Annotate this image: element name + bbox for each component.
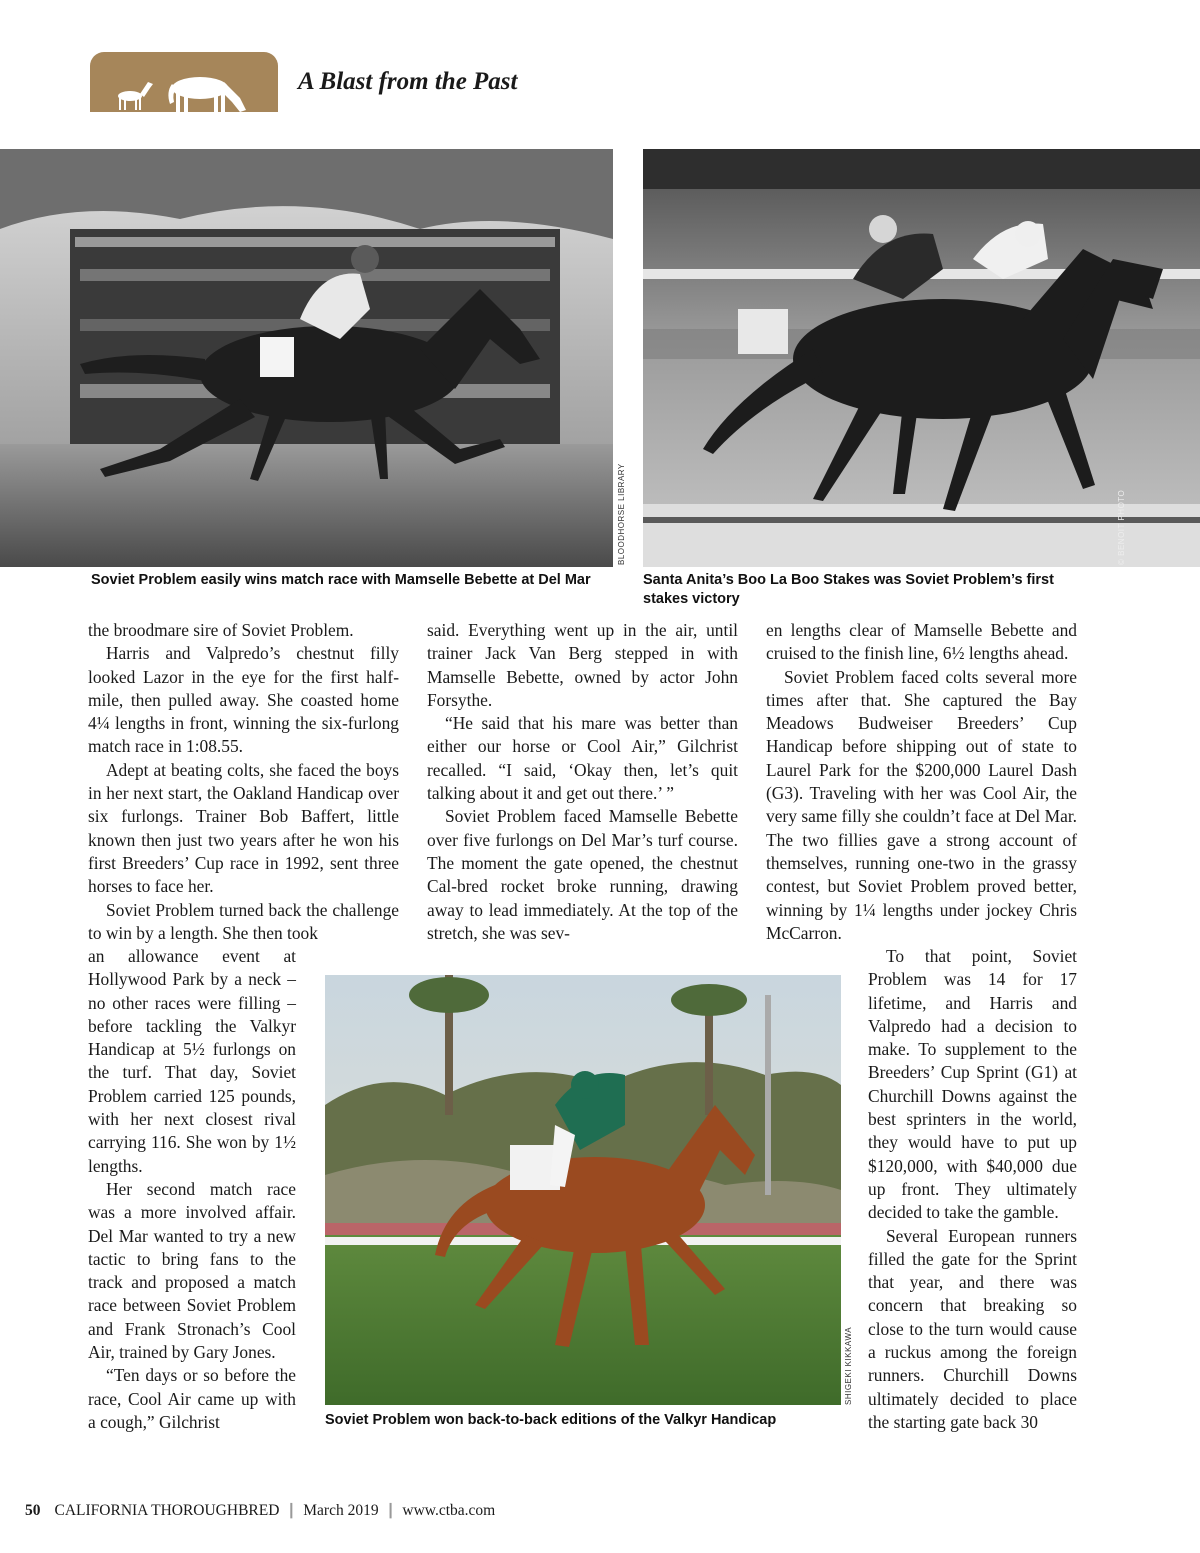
photo-credit: © BENOIT PHOTO	[1117, 489, 1126, 565]
page-footer	[25, 1502, 495, 1520]
issue-date: March 2019	[303, 1502, 379, 1519]
photo-valkyr-handicap	[325, 975, 841, 1405]
photo-caption: Santa Anita’s Boo La Boo Stakes was Soviet Problem’s first stakes victory	[643, 572, 1054, 607]
article-paragraph: Harris and Valpredo’s chestnut filly looked Lazor in the eye for the first half-mile, then pulled away. She coasted home 4¼ lengths in front, winning the six-furlong match race in 1:08.55.	[88, 643, 399, 757]
page-number: 50	[25, 1502, 41, 1519]
article-paragraph: Soviet Problem turned back the challenge to win by a length. She then took	[88, 899, 399, 943]
article-paragraph: en lengths clear of Mamselle Bebette and cruised to the finish line, 6½ lengths ahead.	[766, 620, 1077, 664]
section-logo	[90, 52, 278, 118]
article-paragraph: “Ten days or so before the race, Cool Air came up with a cough,” Gilchrist	[88, 1365, 296, 1432]
article-paragraph: Several European runners filled the gate for the Sprint that year, and there was concern that breaking so close to the turn would cause a ruckus among the foreign runners. Churchill Downs ultimately decided to place the starting gate back 30	[868, 1225, 1077, 1432]
photo-caption: Soviet Problem won back-to-back editions of the Valkyr Handicap	[325, 1412, 777, 1428]
article-paragraph: To that point, Soviet Problem was 14 for 17 lifetime, and Harris and Valpredo had a decision to make. To supplement to the Breeders’ Cup Sprint (G1) at Churchill Downs against the best sprinters in the world, they would have to put up $120,000, with $40,000 due up front. They ultimately decided to take the gamble.	[868, 946, 1077, 1223]
publication-name: CALIFORNIA THOROUGHBRED	[54, 1502, 280, 1519]
article-column-3-continued	[868, 945, 1077, 1434]
article-column-1	[88, 619, 399, 945]
article-column-3	[766, 619, 1077, 945]
article-paragraph: Soviet Problem faced colts several more times after that. She captured the Bay Meadows Budweiser Breeders’ Cup Handicap before shipping out of state to Laurel Park for the $200,000 Laurel Dash (G3). Traveling with her was Cool Air, the very same filly she couldn’t face at Del Mar. The two fillies gave a strong account of themselves, running one-two in the grassy contest, but Soviet Problem proved better, winning by 1¼ lengths under jockey Chris McCarron.	[766, 666, 1077, 943]
article-paragraph: said. Everything went up in the air, until trainer Jack Van Berg stepped in with Mamselle Bebette, owned by actor John Forsythe.	[427, 620, 738, 710]
article-column-1-continued	[88, 945, 296, 1434]
article-paragraph: Her second match race was a more involved affair. Del Mar wanted to try a new tactic to bring fans to the track and proposed a match race between Soviet Problem and Frank Stronach’s Cool Air, trained by Gary Jones.	[88, 1178, 296, 1363]
article-paragraph: “He said that his mare was better than either our horse or Cool Air,” Gilchrist recalled. “I said, ‘Okay then, let’s quit talking about it and get out there.’ ”	[427, 713, 738, 804]
footer-separator: ┃	[386, 1504, 395, 1519]
article-paragraph: an allowance event at Hollywood Park by a neck – no other races were filling – before tackling the Valkyr Handicap at 5½ furlongs on the turf. That day, Soviet Problem carried 125 pounds, with her next closest rival carrying 116. She won by 1½ lengths.	[88, 946, 296, 1176]
photo-match-race-del-mar	[0, 149, 613, 567]
photo-credit: BLOODHORSE LIBRARY	[617, 463, 626, 565]
article-paragraph: the broodmare sire of Soviet Problem.	[88, 620, 354, 640]
footer-separator: ┃	[287, 1504, 296, 1519]
website-link[interactable]: www.ctba.com	[402, 1502, 496, 1519]
photo-caption: Soviet Problem easily wins match race with Mamselle Bebette at Del Mar	[91, 572, 591, 588]
mare-and-foal-icon	[90, 52, 278, 118]
photo-credit: SHIGEKI KIKKAWA	[844, 1326, 853, 1405]
section-title: A Blast from the Past	[298, 68, 518, 95]
article-paragraph: Adept at beating colts, she faced the boys in her next start, the Oakland Handicap over six furlongs. Trainer Bob Baffert, little known then just two years after he won his first Breeders’ Cup race in 1992, sent three horses to face her.	[88, 759, 399, 897]
article-paragraph: Soviet Problem faced Mamselle Bebette over five furlongs on Del Mar’s turf course. The moment the gate opened, the chestnut Cal-bred rocket broke running, drawing away to lead immediately. At the top of the stretch, she was sev-	[427, 806, 738, 943]
article-column-2	[427, 619, 738, 945]
